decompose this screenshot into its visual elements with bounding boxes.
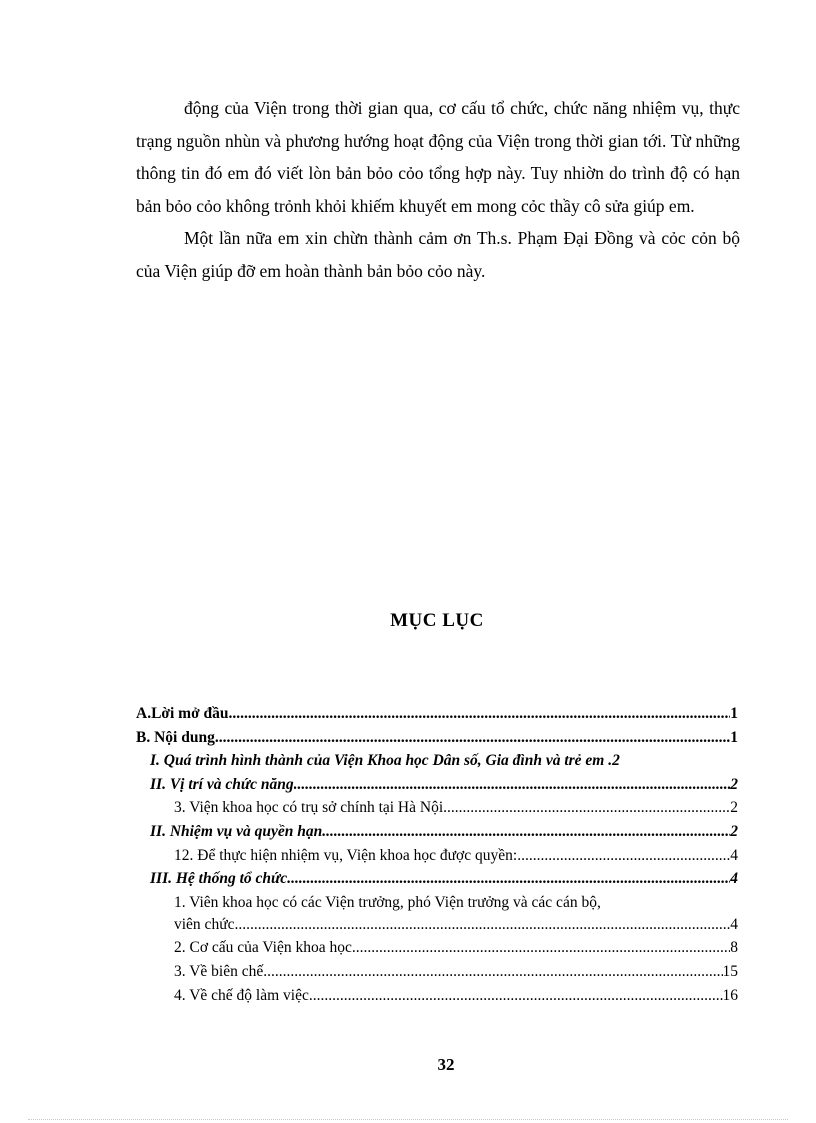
toc-entry-label: 3. Viện khoa học có trụ sở chính tại Hà Nội. (174, 799, 448, 817)
toc-entry[interactable] (136, 705, 738, 729)
toc-entry-label: 2. Cơ cấu của Viện khoa học (174, 939, 352, 957)
toc-entry-label: II. Vị trí và chức năng (150, 775, 294, 793)
paragraph: Một lần nữa em xin chừn thành cảm ơn Th.s. Phạm Đại Đồng và cỏc cỏn bộ của Viện giúp đỡ em hoàn thành bản bỏo cỏo này. (136, 228, 740, 281)
toc-entry-page: 2 (730, 775, 738, 793)
toc-entry[interactable] (136, 916, 738, 940)
paragraph: động của Viện trong thời gian qua, cơ cấu tổ chức, chức năng nhiệm vụ, thực trạng nguồn nhùn và phương hướng hoạt động của Viện trong thời gian tới. Từ những thông tin đó em đó viết lòn bản bỏo cỏo tổng hợp này. Tuy nhiờn do trình độ có hạn bản bỏo cỏo không trỏnh khỏi khiếm khuyết em mong cỏc thầy cô sửa giúp em. (136, 98, 740, 216)
toc-entry[interactable] (136, 823, 738, 847)
toc-entry-page: 1 (730, 728, 738, 746)
page-number: 32 (437, 1055, 455, 1074)
toc-entry-label: A.Lời mở đầu (136, 705, 229, 722)
toc-entry[interactable] (136, 752, 738, 776)
toc-entry-page: 4 (730, 915, 738, 933)
toc-entry-page: 4 (730, 846, 738, 864)
toc-entry-page: 2 (730, 822, 738, 840)
toc-entry-label: B. Nội dung (136, 728, 215, 746)
page-bottom-divider (28, 1119, 788, 1120)
toc-entry[interactable] (136, 799, 738, 823)
toc-entry-page: 8 (730, 939, 738, 957)
toc-entry-page: 1 (730, 705, 738, 722)
toc-entry[interactable] (136, 939, 738, 963)
toc-entry-page: 4 (730, 870, 738, 888)
toc-title: MỤC LỤC (390, 610, 484, 631)
toc-entry-label: 4. Về chế độ làm việc (174, 986, 309, 1004)
toc-entry[interactable] (136, 870, 738, 894)
toc-entry-page: 16 (722, 986, 738, 1004)
toc-entry-label: 12. Để thực hiện nhiệm vụ, Viện khoa học được quyền: (174, 846, 518, 864)
table-of-contents (136, 705, 738, 1010)
toc-entry[interactable] (136, 729, 738, 753)
toc-entry-label: II. Nhiệm vụ và quyền hạn (150, 822, 323, 840)
toc-entry[interactable] (136, 847, 738, 871)
body-text (136, 92, 740, 287)
toc-entry-page: 15 (722, 962, 738, 980)
toc-entry-label: viên chức. (174, 915, 239, 933)
toc-entry-page: 2 (730, 799, 738, 817)
toc-entry-line[interactable]: 1. Viên khoa học có các Viện trưởng, phó Viện trưởng và các cán bộ, (174, 893, 601, 911)
toc-entry-label: I. Quá trình hình thành của Viện Khoa học Dân số, Gia đình và trẻ em . (150, 752, 613, 770)
toc-entry[interactable] (136, 776, 738, 800)
toc-entry-label: III. Hệ thống tổ chức (150, 870, 288, 888)
toc-entry[interactable] (136, 963, 738, 987)
toc-entry[interactable] (136, 987, 738, 1011)
toc-entry-label: 3. Về biên chế (174, 962, 264, 980)
toc-entry-page: 2 (612, 752, 620, 770)
